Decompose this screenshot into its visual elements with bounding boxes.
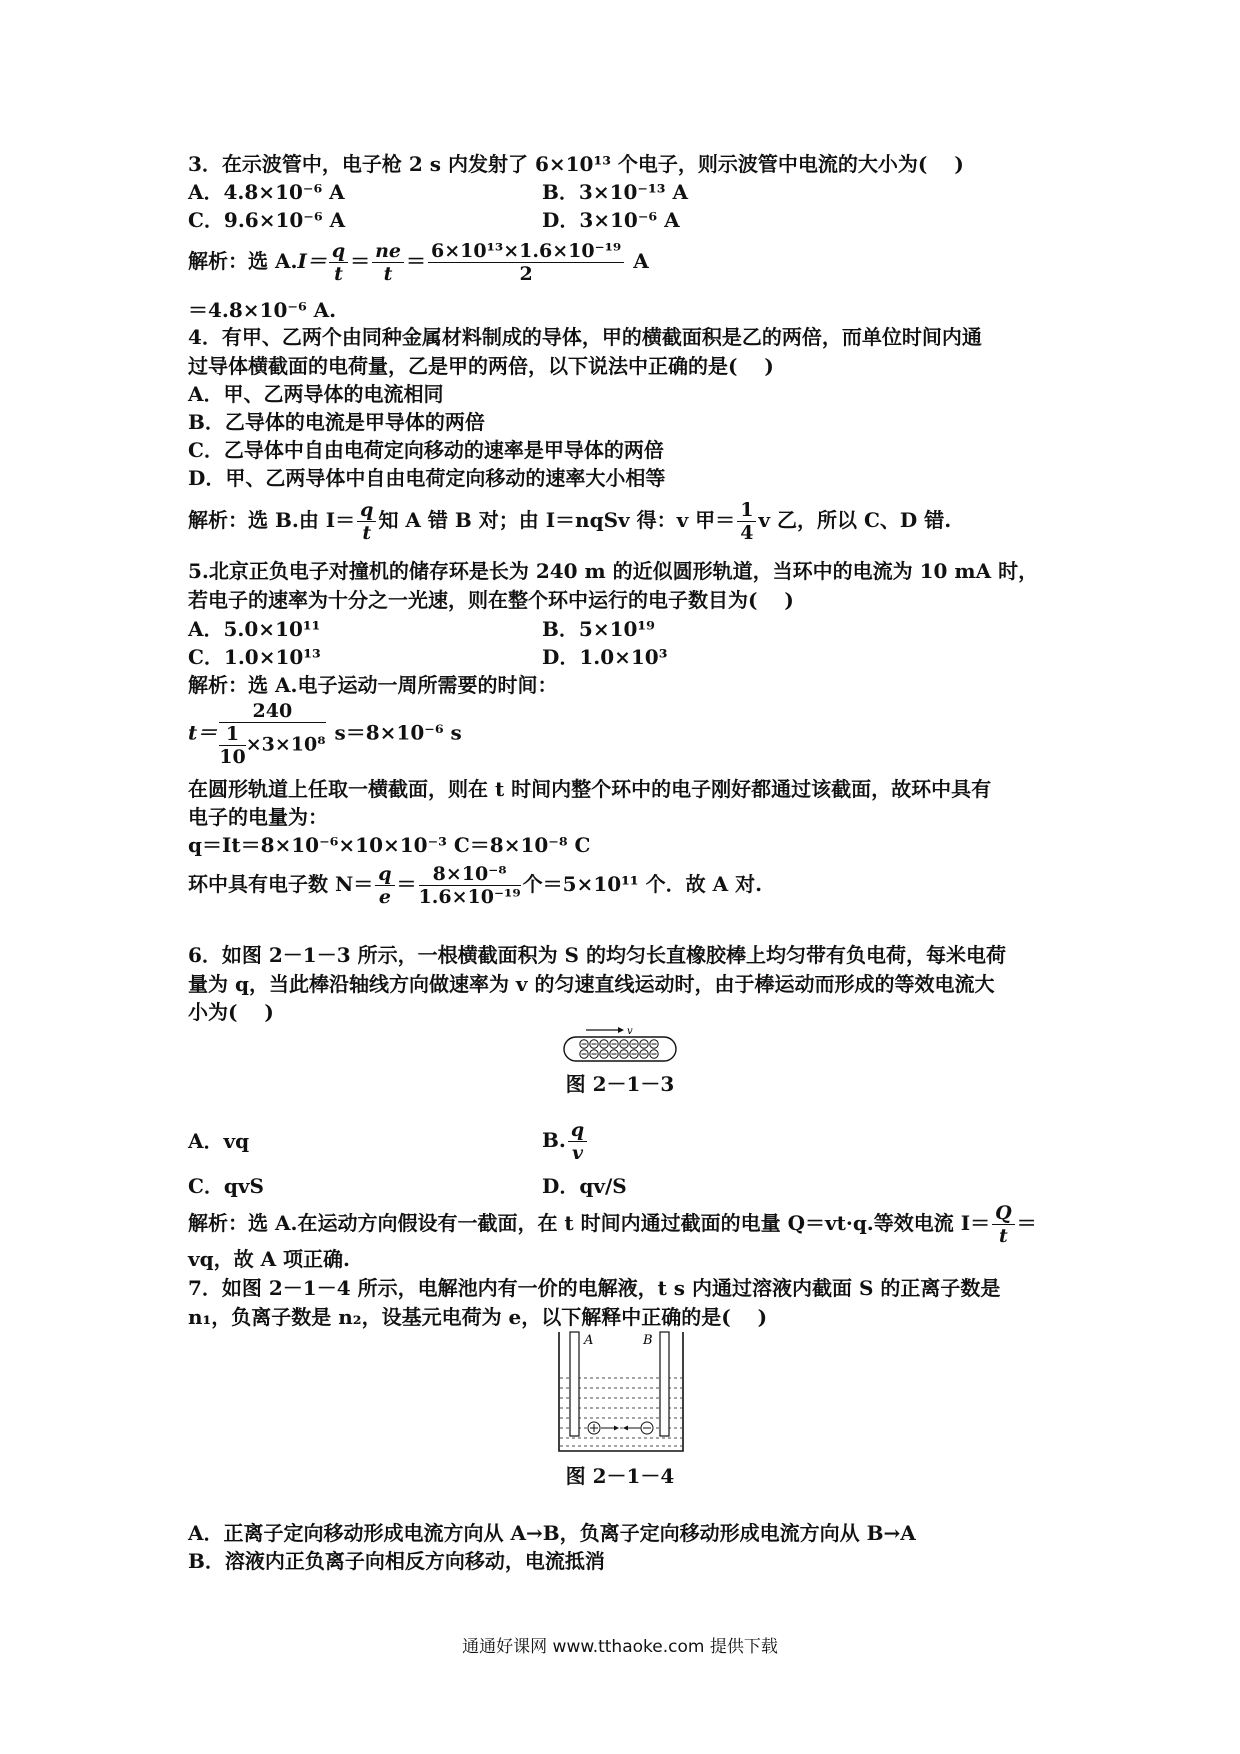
q4-stem-2: 过导体横截面的电荷量，乙是甲的两倍，以下说法中正确的是( ) xyxy=(188,354,774,378)
q5-stem-2: 若电子的速率为十分之一光速，则在整个环中运行的电子数目为( ) xyxy=(188,588,794,612)
q5-n-result: 个＝5×10¹¹ 个．故 A 对. xyxy=(522,872,763,896)
q4-answer-c: v 乙，所以 C、D 错. xyxy=(758,508,952,532)
velocity-arrow-head xyxy=(618,1027,624,1033)
q5-answer-line1: 解析：选 A.电子运动一周所需要的时间： xyxy=(188,673,558,697)
q6-option-b-v: v xyxy=(572,1142,584,1164)
q5-frac-time xyxy=(219,700,325,768)
q4-frac-4: 4 xyxy=(740,522,754,544)
q5-n-e: e xyxy=(378,886,391,908)
q6-option-d: D．qv/S xyxy=(542,1174,627,1198)
q6-option-b xyxy=(542,1119,589,1164)
q3-frac-q-t xyxy=(329,240,348,285)
q5-t-den-1: 1 xyxy=(219,723,245,746)
q5-n-num: 8×10⁻⁸ xyxy=(419,863,521,886)
q4-frac-t: t xyxy=(362,522,372,544)
q6-stem-3: 小为( ) xyxy=(188,1000,274,1024)
q3-option-b: B．3×10⁻¹³ A xyxy=(542,180,688,204)
q7-stem-1: 7．如图 2－1－4 所示，电解池内有一价的电解液，t s 内通过溶液内截面 S 的正离子数是 xyxy=(188,1276,1001,1300)
q3-frac-ne-t xyxy=(372,240,404,285)
q4-option-a: A．甲、乙两导体的电流相同 xyxy=(188,382,444,406)
electrode-a xyxy=(570,1332,579,1436)
q3-frac-q: q xyxy=(331,240,346,262)
q6-answer-eq: ＝ xyxy=(1016,1211,1037,1235)
q6-option-c: C．qvS xyxy=(188,1174,264,1198)
q4-frac-1: 1 xyxy=(737,499,756,522)
q5-frac-tenth xyxy=(219,723,245,768)
q3-frac-num: 6×10¹³×1.6×10⁻¹⁹ xyxy=(428,240,624,263)
q4-answer-b: 知 A 错 B 对；由 I＝nqSv 得：v 甲＝ xyxy=(378,508,736,532)
q6-option-a-text: A．vq xyxy=(188,1129,250,1153)
q6-frac-q: Q xyxy=(995,1202,1012,1224)
page-footer: 通通好课网 www.tthaoke.com 提供下载 xyxy=(462,1637,778,1657)
q4-option-c: C．乙导体中自由电荷定向移动的速率是甲导体的两倍 xyxy=(188,438,664,462)
electrode-b-label: B xyxy=(643,1333,653,1348)
q6-stem-2: 量为 q，当此棒沿轴线方向做速率为 v 的匀速直线运动时，由于棒运动而形成的等效电流大 xyxy=(188,972,995,996)
q5-time-formula xyxy=(188,700,1068,768)
q5-t-den-rest: ×3×10⁸ xyxy=(245,733,326,756)
q3-frac-t2: t xyxy=(383,263,393,285)
q5-option-a: A．5.0×10¹¹ xyxy=(188,617,321,641)
q5-n-label: 环中具有电子数 N＝ xyxy=(188,872,374,896)
electrode-b xyxy=(660,1332,669,1436)
figure-2-1-4-caption: 图 2－1－4 xyxy=(565,1464,675,1488)
q5-t-result: s＝8×10⁻⁶ s xyxy=(334,720,462,745)
q5-n-eq: ＝ xyxy=(396,872,417,896)
q3-options-cd xyxy=(188,206,1068,235)
q5-frac-q-e xyxy=(375,863,394,908)
electrolytic-cell-figure xyxy=(556,1330,686,1455)
q3-eq1: ＝ xyxy=(350,249,371,273)
q6-option-a xyxy=(188,1129,249,1153)
q3-frac-value xyxy=(428,240,624,285)
q7-option-a: A．正离子定向移动形成电流方向从 A→B，负离子定向移动形成电流方向从 B→A xyxy=(188,1521,916,1545)
q3-option-c: C．9.6×10⁻⁶ A xyxy=(188,208,346,232)
q4-stem-1: 4．有甲、乙两个由同种金属材料制成的导体，甲的横截面积是乙的两倍，而单位时间内通 xyxy=(188,325,982,349)
q5-stem-1: 5.北京正负电子对撞机的储存环是长为 240 m 的近似圆形轨道，当环中的电流为 10 mA 时， xyxy=(188,559,1039,583)
q5-option-c: C．1.0×10¹³ xyxy=(188,645,321,669)
electrode-a-label: A xyxy=(584,1333,594,1348)
q5-options-ab xyxy=(188,615,1068,644)
q4-frac-q-t xyxy=(357,499,376,544)
q5-t-den-10: 10 xyxy=(219,746,246,768)
q5-t-num: 240 xyxy=(219,700,325,723)
q3-answer-result: ＝4.8×10⁻⁶ A. xyxy=(188,298,337,322)
q4-frac-1-4 xyxy=(737,499,756,544)
q4-option-b: B．乙导体的电流是甲导体的两倍 xyxy=(188,410,485,434)
q3-option-a: A．4.8×10⁻⁶ A xyxy=(188,180,345,204)
figure-2-1-3-caption: 图 2－1－3 xyxy=(565,1072,675,1096)
q6-answer-line1 xyxy=(188,1202,1068,1247)
q6-frac-t: t xyxy=(998,1225,1008,1247)
q5-option-d: D．1.0×10³ xyxy=(542,645,668,669)
q6-stem-1: 6．如图 2－1－3 所示，一根横截面积为 S 的均匀长直橡胶棒上均匀带有负电荷，每米电荷 xyxy=(188,943,1006,967)
q3-answer-prefix: 解析：选 A. xyxy=(188,249,298,273)
q5-t-label: t＝ xyxy=(188,720,218,745)
q3-unit: A xyxy=(633,249,649,273)
q6-options-cd xyxy=(188,1172,1068,1201)
q5-answer-line4: 电子的电量为： xyxy=(188,805,328,829)
q3-option-d: D．3×10⁻⁶ A xyxy=(542,208,680,232)
q5-options-cd xyxy=(188,643,1068,672)
q4-answer xyxy=(188,499,1068,544)
q5-option-b: B．5×10¹⁹ xyxy=(542,617,655,641)
q7-option-b: B．溶液内正负离子向相反方向移动，电流抵消 xyxy=(188,1549,605,1573)
q6-option-b-q: q xyxy=(570,1119,585,1141)
q4-answer-a: 解析：选 B.由 I＝ xyxy=(188,508,356,532)
q3-eq2: ＝ xyxy=(406,249,427,273)
q6-option-b-prefix: B. xyxy=(542,1128,566,1152)
q3-frac-t: t xyxy=(334,263,343,285)
q6-option-b-frac xyxy=(568,1119,587,1164)
q4-frac-q: q xyxy=(360,499,374,521)
q5-frac-count xyxy=(419,863,521,908)
q3-answer-i: I＝ xyxy=(297,249,327,273)
q3-frac-ne: ne xyxy=(375,240,402,262)
q6-answer-a: 解析：选 A.在运动方向假设有一截面，在 t 时间内通过截面的电量 Q＝vt·q.等效电流 I＝ xyxy=(188,1211,991,1235)
q5-count-formula xyxy=(188,863,1068,908)
q3-options-ab xyxy=(188,178,1068,207)
q3-stem: 3．在示波管中，电子枪 2 s 内发射了 6×10¹³ 个电子，则示波管中电流的大小为( ) xyxy=(188,152,964,176)
q7-stem-2: n₁，负离子数是 n₂，设基元电荷为 e，以下解释中正确的是( ) xyxy=(188,1305,768,1329)
velocity-label: v xyxy=(627,1026,633,1037)
q3-answer-formula xyxy=(188,240,1068,285)
q6-frac-q-t xyxy=(992,1202,1015,1247)
q4-option-d: D．甲、乙两导体中自由电荷定向移动的速率大小相等 xyxy=(188,466,666,490)
q5-n-q: q xyxy=(378,863,392,885)
rod-charges xyxy=(580,1040,658,1058)
rod-figure xyxy=(560,1024,680,1064)
q6-answer-line2: vq，故 A 项正确. xyxy=(188,1247,351,1271)
q5-answer-line3: 在圆形轨道上任取一横截面，则在 t 时间内整个环中的电子刚好都通过该截面，故环中具有 xyxy=(188,777,992,801)
q5-answer-line5: q＝It＝8×10⁻⁶×10×10⁻³ C＝8×10⁻⁸ C xyxy=(188,833,591,857)
q5-t-den xyxy=(219,723,325,768)
q5-n-den: 1.6×10⁻¹⁹ xyxy=(418,886,521,908)
q3-frac-den: 2 xyxy=(519,263,533,285)
q6-options-ab xyxy=(188,1119,1068,1164)
